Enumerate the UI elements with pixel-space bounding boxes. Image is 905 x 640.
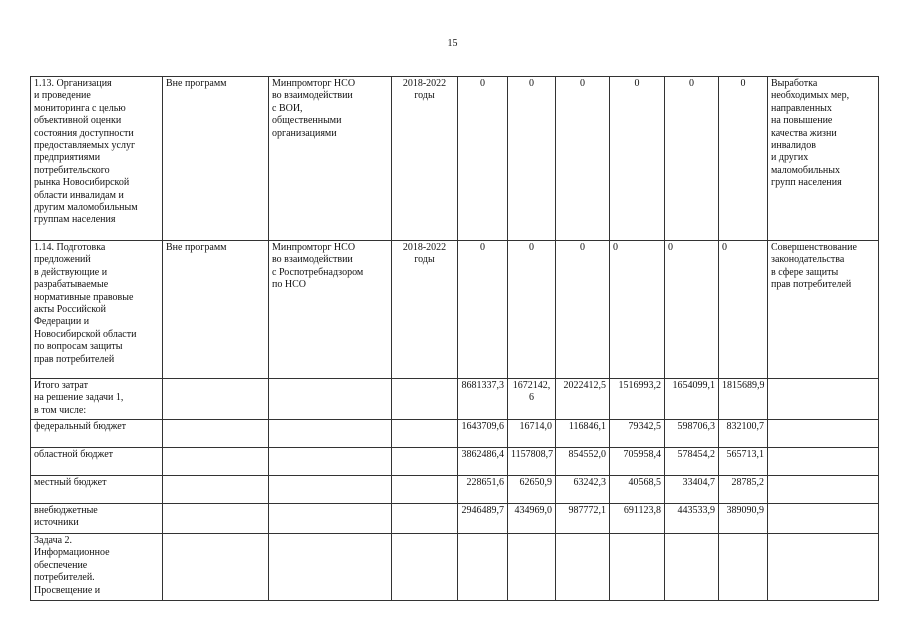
row-label-cell: местный бюджет: [31, 476, 163, 504]
value-cell: 0: [508, 241, 556, 379]
row-label-cell: внебюджетные источники: [31, 504, 163, 534]
value-cell: 0: [508, 77, 556, 241]
program-activities-table: [30, 76, 879, 601]
value-cell: 116846,1: [556, 420, 610, 448]
executor-cell: Минпромторг НСО во взаимодействии с ВОИ, общественными организациями: [269, 77, 392, 241]
value-cell: 0: [556, 77, 610, 241]
value-cell: 691123,8: [610, 504, 665, 534]
program-cell: Вне программ: [163, 241, 269, 379]
value-cell: 705958,4: [610, 448, 665, 476]
value-cell: 1654099,1: [665, 379, 719, 420]
value-cell: 40568,5: [610, 476, 665, 504]
task-title-cell: Задача 2. Информационное обеспечение потребителей. Просвещение и: [31, 534, 163, 601]
value-cell: 0: [610, 241, 665, 379]
value-cell: 0: [665, 77, 719, 241]
value-cell: 1516993,2: [610, 379, 665, 420]
value-cell: 389090,9: [719, 504, 768, 534]
value-cell: 832100,7: [719, 420, 768, 448]
table-row-1-13: [31, 77, 879, 241]
value-cell: 1643709,6: [458, 420, 508, 448]
value-cell: 0: [458, 77, 508, 241]
value-cell: 62650,9: [508, 476, 556, 504]
value-cell: 0: [719, 77, 768, 241]
result-cell: Совершенствование законодательства в сфере защиты прав потребителей: [768, 241, 879, 379]
activity-name-cell: 1.14. Подготовка предложений в действующие и разрабатываемые нормативные правовые акты Российской Федерации и Новосибирской области по вопросам защиты прав потребителей: [31, 241, 163, 379]
value-cell: 578454,2: [665, 448, 719, 476]
value-cell: 434969,0: [508, 504, 556, 534]
value-cell: 33404,7: [665, 476, 719, 504]
value-cell: 565713,1: [719, 448, 768, 476]
value-cell: 1815689,9: [719, 379, 768, 420]
table-row-total: [31, 379, 879, 420]
value-cell: 2946489,7: [458, 504, 508, 534]
row-label-cell: Итого затрат на решение задачи 1, в том числе:: [31, 379, 163, 420]
program-cell: Вне программ: [163, 77, 269, 241]
value-cell: 79342,5: [610, 420, 665, 448]
value-cell: 1672142, 6: [508, 379, 556, 420]
value-cell: 8681337,3: [458, 379, 508, 420]
value-cell: 987772,1: [556, 504, 610, 534]
table-row-regional: [31, 448, 879, 476]
value-cell: 0: [556, 241, 610, 379]
value-cell: 63242,3: [556, 476, 610, 504]
table-row-federal: [31, 420, 879, 448]
value-cell: 0: [719, 241, 768, 379]
row-label-cell: федеральный бюджет: [31, 420, 163, 448]
period-cell: 2018-2022 годы: [392, 241, 458, 379]
value-cell: 28785,2: [719, 476, 768, 504]
value-cell: 2022412,5: [556, 379, 610, 420]
value-cell: 16714,0: [508, 420, 556, 448]
value-cell: 0: [458, 241, 508, 379]
table-row-local: [31, 476, 879, 504]
result-cell: Выработка необходимых мер, направленных на повышение качества жизни инвалидов и других маломобильных групп населения: [768, 77, 879, 241]
value-cell: 1157808,7: [508, 448, 556, 476]
period-cell: 2018-2022 годы: [392, 77, 458, 241]
value-cell: 598706,3: [665, 420, 719, 448]
value-cell: 3862486,4: [458, 448, 508, 476]
table-row-task-2: [31, 534, 879, 601]
value-cell: 443533,9: [665, 504, 719, 534]
row-label-cell: областной бюджет: [31, 448, 163, 476]
value-cell: 854552,0: [556, 448, 610, 476]
table-row-1-14: [31, 241, 879, 379]
table-row-extra-budgetary: [31, 504, 879, 534]
page-number: 15: [447, 38, 458, 49]
value-cell: 228651,6: [458, 476, 508, 504]
value-cell: 0: [665, 241, 719, 379]
value-cell: 0: [610, 77, 665, 241]
executor-cell: Минпромторг НСО во взаимодействии с Роспотребнадзором по НСО: [269, 241, 392, 379]
activity-name-cell: 1.13. Организация и проведение мониторинга с целью объективной оценки состояния доступности предоставляемых услуг предприятиями потребительского рынка Новосибирской области инвалидам и другим маломобильным группам населения: [31, 77, 163, 241]
